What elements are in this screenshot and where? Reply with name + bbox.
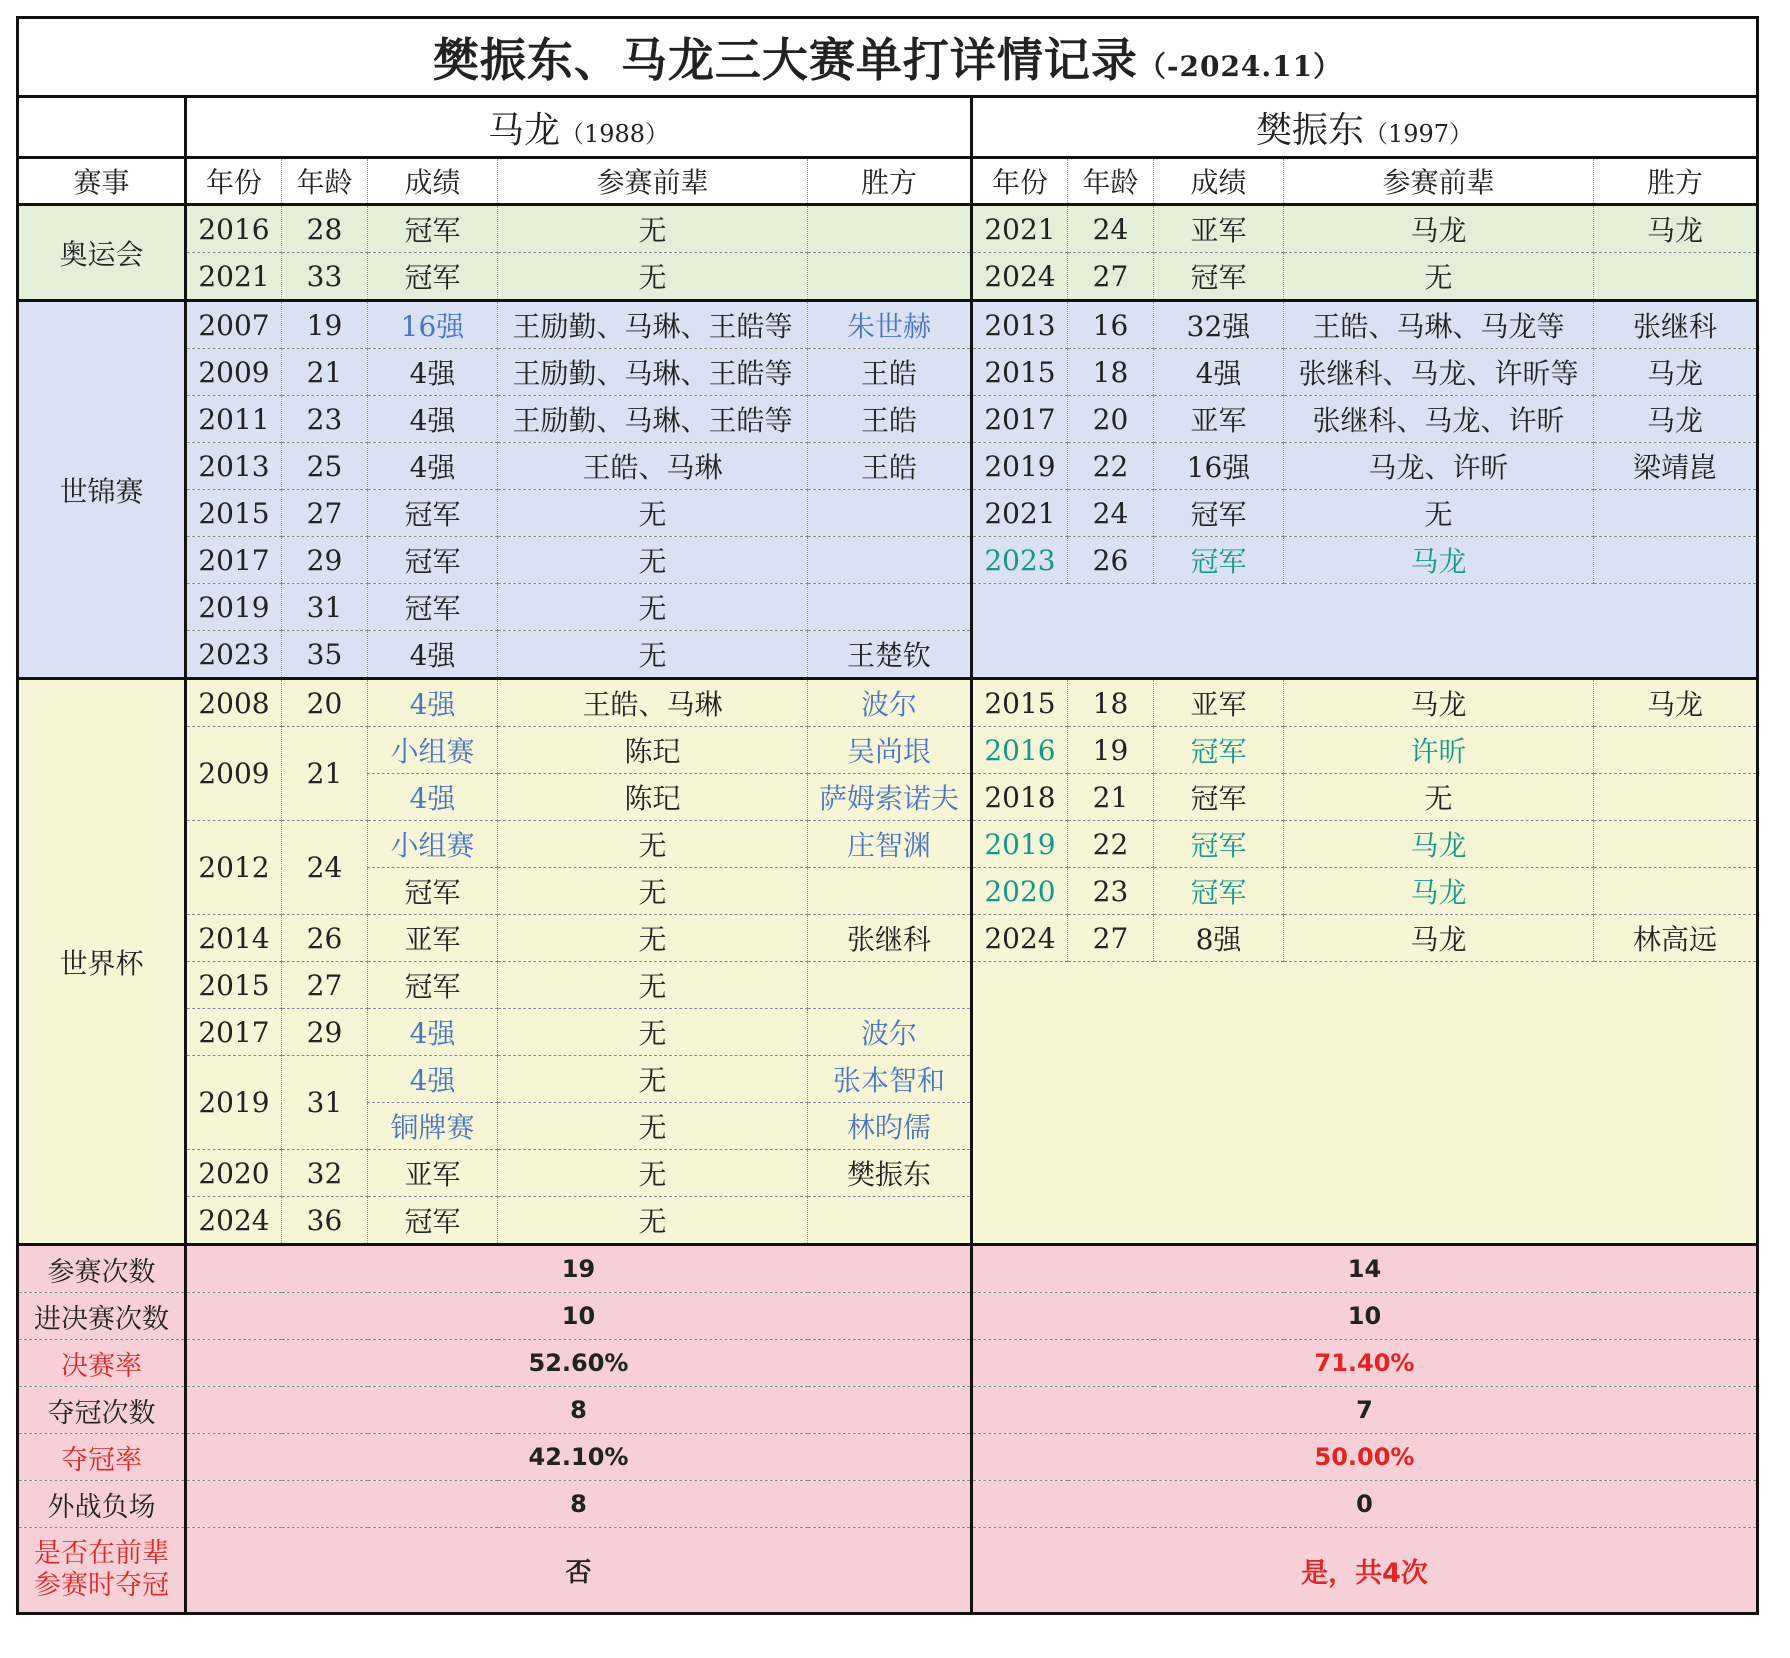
cell-age-fan: 22 <box>1068 443 1154 490</box>
corner-blank <box>18 97 186 158</box>
stat-value-fan: 0 <box>972 1481 1758 1528</box>
cell-seniors-ma: 无 <box>498 1056 808 1103</box>
stat-row <box>18 1245 1758 1293</box>
cell-age-fan: 18 <box>1068 349 1154 396</box>
cell-year-ma: 2008 <box>186 679 282 727</box>
cell-age-ma: 27 <box>282 962 368 1009</box>
stat-value-ma: 42.10% <box>186 1434 972 1481</box>
cell-winner-fan: 马龙 <box>1594 349 1758 396</box>
cell-age-ma: 29 <box>282 1009 368 1056</box>
cell-result-fan: 冠军 <box>1154 490 1284 537</box>
table-row <box>18 727 1758 774</box>
cell-winner-ma <box>808 962 972 1009</box>
cell-seniors-ma: 无 <box>498 868 808 915</box>
cell-seniors-fan: 马龙 <box>1284 915 1594 962</box>
cell-result-ma: 4强 <box>368 396 498 443</box>
empty-area-fan <box>972 584 1758 679</box>
cell-seniors-ma: 无 <box>498 1197 808 1245</box>
stat-row <box>18 1387 1758 1434</box>
cell-winner-ma <box>808 868 972 915</box>
stat-label: 参赛次数 <box>18 1245 186 1293</box>
cell-seniors-ma: 无 <box>498 1103 808 1150</box>
empty-area-fan <box>972 962 1758 1245</box>
player-year-fan: （1997） <box>1363 119 1474 148</box>
stat-row <box>18 1481 1758 1528</box>
table-row <box>18 915 1758 962</box>
cell-age-fan: 21 <box>1068 774 1154 821</box>
cell-result-fan: 冠军 <box>1154 537 1284 584</box>
cell-result-ma: 4强 <box>368 1009 498 1056</box>
cell-seniors-ma: 无 <box>498 1150 808 1197</box>
header-seniors-ma: 参赛前辈 <box>498 158 808 205</box>
cell-age-fan: 27 <box>1068 253 1154 301</box>
cell-winner-ma <box>808 205 972 253</box>
cell-seniors-fan: 马龙 <box>1284 868 1594 915</box>
cell-seniors-fan: 无 <box>1284 490 1594 537</box>
cell-age-fan: 24 <box>1068 205 1154 253</box>
cell-result-fan: 亚军 <box>1154 396 1284 443</box>
cell-year-ma: 2013 <box>186 443 282 490</box>
title-main: 樊振东、马龙三大赛单打详情记录 <box>432 33 1138 87</box>
table-row <box>18 490 1758 537</box>
header-result-fan: 成绩 <box>1154 158 1284 205</box>
table-row <box>18 821 1758 868</box>
cell-result-ma: 4强 <box>368 631 498 679</box>
cell-seniors-ma: 王励勤、马琳、王皓等 <box>498 396 808 443</box>
cell-result-fan: 32强 <box>1154 301 1284 349</box>
cell-age-ma: 28 <box>282 205 368 253</box>
cell-seniors-ma: 无 <box>498 1009 808 1056</box>
stat-label: 夺冠次数 <box>18 1387 186 1434</box>
cell-seniors-ma: 无 <box>498 821 808 868</box>
cell-result-fan: 冠军 <box>1154 821 1284 868</box>
stat-row <box>18 1340 1758 1387</box>
cell-age-ma: 21 <box>282 727 368 821</box>
cell-year-ma: 2014 <box>186 915 282 962</box>
event-label-olympics: 奥运会 <box>18 205 186 301</box>
table-row <box>18 301 1758 349</box>
cell-age-ma: 21 <box>282 349 368 396</box>
header-year-fan: 年份 <box>972 158 1068 205</box>
cell-result-fan: 16强 <box>1154 443 1284 490</box>
cell-result-ma: 冠军 <box>368 868 498 915</box>
cell-year-fan: 2016 <box>972 727 1068 774</box>
cell-seniors-ma: 陈玘 <box>498 774 808 821</box>
cell-age-ma: 35 <box>282 631 368 679</box>
cell-winner-fan: 张继科 <box>1594 301 1758 349</box>
cell-seniors-ma: 无 <box>498 631 808 679</box>
cell-seniors-ma: 王励勤、马琳、王皓等 <box>498 349 808 396</box>
player-name-ma: 马龙 <box>487 109 560 151</box>
cell-seniors-ma: 无 <box>498 253 808 301</box>
cell-year-ma: 2021 <box>186 253 282 301</box>
cell-result-ma: 冠军 <box>368 253 498 301</box>
cell-result-fan: 冠军 <box>1154 727 1284 774</box>
cell-winner-fan <box>1594 774 1758 821</box>
cell-age-ma: 23 <box>282 396 368 443</box>
cell-winner-ma <box>808 584 972 631</box>
cell-seniors-fan: 许昕 <box>1284 727 1594 774</box>
header-result-ma: 成绩 <box>368 158 498 205</box>
cell-seniors-fan: 张继科、马龙、许昕 <box>1284 396 1594 443</box>
table-row <box>18 962 1758 1009</box>
column-header-row <box>18 158 1758 205</box>
record-sheet <box>16 16 1759 1615</box>
cell-year-fan: 2019 <box>972 821 1068 868</box>
cell-year-fan: 2015 <box>972 679 1068 727</box>
page-title <box>18 18 1758 97</box>
cell-year-ma: 2009 <box>186 727 282 821</box>
cell-result-fan: 亚军 <box>1154 679 1284 727</box>
player-header-fan <box>972 97 1758 158</box>
cell-winner-fan <box>1594 868 1758 915</box>
cell-winner-ma <box>808 537 972 584</box>
cell-year-fan: 2023 <box>972 537 1068 584</box>
player-name-fan: 樊振东 <box>1255 109 1364 151</box>
table-row <box>18 349 1758 396</box>
header-age-ma: 年龄 <box>282 158 368 205</box>
event-label-worlds: 世锦赛 <box>18 301 186 679</box>
cell-winner-fan: 林高远 <box>1594 915 1758 962</box>
cell-age-ma: 26 <box>282 915 368 962</box>
cell-age-ma: 29 <box>282 537 368 584</box>
cell-result-ma: 铜牌赛 <box>368 1103 498 1150</box>
cell-year-ma: 2011 <box>186 396 282 443</box>
cell-year-fan: 2018 <box>972 774 1068 821</box>
cell-age-ma: 19 <box>282 301 368 349</box>
cell-year-fan: 2013 <box>972 301 1068 349</box>
cell-year-ma: 2019 <box>186 584 282 631</box>
cell-age-fan: 19 <box>1068 727 1154 774</box>
cell-result-fan: 冠军 <box>1154 253 1284 301</box>
stat-row <box>18 1528 1758 1614</box>
cell-result-ma: 4强 <box>368 679 498 727</box>
cell-winner-fan <box>1594 253 1758 301</box>
title-range: （-2024.11） <box>1137 50 1343 83</box>
header-winner-fan: 胜方 <box>1594 158 1758 205</box>
cell-year-ma: 2017 <box>186 537 282 584</box>
stat-value-ma: 52.60% <box>186 1340 972 1387</box>
cell-year-ma: 2017 <box>186 1009 282 1056</box>
cell-year-fan: 2021 <box>972 490 1068 537</box>
cell-year-ma: 2015 <box>186 962 282 1009</box>
cell-winner-ma: 张本智和 <box>808 1056 972 1103</box>
cell-seniors-fan: 无 <box>1284 774 1594 821</box>
cell-seniors-ma: 陈玘 <box>498 727 808 774</box>
cell-year-ma: 2020 <box>186 1150 282 1197</box>
event-label-worldcup: 世界杯 <box>18 679 186 1245</box>
cell-seniors-ma: 王皓、马琳 <box>498 443 808 490</box>
stat-label: 进决赛次数 <box>18 1293 186 1340</box>
cell-age-ma: 20 <box>282 679 368 727</box>
cell-result-ma: 4强 <box>368 774 498 821</box>
cell-seniors-ma: 无 <box>498 915 808 962</box>
cell-winner-fan <box>1594 537 1758 584</box>
stat-value-ma: 8 <box>186 1481 972 1528</box>
cell-winner-ma: 朱世赫 <box>808 301 972 349</box>
stat-label: 决赛率 <box>18 1340 186 1387</box>
header-seniors-fan: 参赛前辈 <box>1284 158 1594 205</box>
table-row <box>18 443 1758 490</box>
cell-year-ma: 2012 <box>186 821 282 915</box>
cell-winner-ma: 庄智渊 <box>808 821 972 868</box>
cell-result-ma: 冠军 <box>368 962 498 1009</box>
cell-year-ma: 2019 <box>186 1056 282 1150</box>
table-row <box>18 537 1758 584</box>
stat-value-fan: 10 <box>972 1293 1758 1340</box>
header-year-ma: 年份 <box>186 158 282 205</box>
cell-age-fan: 18 <box>1068 679 1154 727</box>
cell-result-fan: 亚军 <box>1154 205 1284 253</box>
cell-result-fan: 冠军 <box>1154 774 1284 821</box>
cell-seniors-ma: 无 <box>498 205 808 253</box>
cell-result-fan: 4强 <box>1154 349 1284 396</box>
cell-seniors-fan: 马龙 <box>1284 537 1594 584</box>
cell-winner-ma: 波尔 <box>808 1009 972 1056</box>
cell-age-ma: 32 <box>282 1150 368 1197</box>
cell-year-fan: 2017 <box>972 396 1068 443</box>
stat-label: 夺冠率 <box>18 1434 186 1481</box>
cell-winner-fan: 马龙 <box>1594 679 1758 727</box>
cell-age-fan: 26 <box>1068 537 1154 584</box>
cell-winner-ma <box>808 490 972 537</box>
cell-result-ma: 冠军 <box>368 1197 498 1245</box>
cell-result-ma: 4强 <box>368 443 498 490</box>
cell-result-fan: 8强 <box>1154 915 1284 962</box>
cell-year-ma: 2009 <box>186 349 282 396</box>
cell-result-ma: 冠军 <box>368 490 498 537</box>
cell-age-fan: 23 <box>1068 868 1154 915</box>
cell-result-fan: 冠军 <box>1154 868 1284 915</box>
cell-result-ma: 亚军 <box>368 915 498 962</box>
stat-value-ma: 8 <box>186 1387 972 1434</box>
cell-winner-fan: 马龙 <box>1594 396 1758 443</box>
stat-row <box>18 1293 1758 1340</box>
cell-seniors-ma: 王皓、马琳 <box>498 679 808 727</box>
cell-result-ma: 小组赛 <box>368 821 498 868</box>
cell-seniors-ma: 无 <box>498 584 808 631</box>
cell-year-ma: 2016 <box>186 205 282 253</box>
cell-winner-ma: 王皓 <box>808 349 972 396</box>
cell-year-fan: 2019 <box>972 443 1068 490</box>
cell-result-ma: 亚军 <box>368 1150 498 1197</box>
stat-value-fan: 14 <box>972 1245 1758 1293</box>
cell-result-ma: 冠军 <box>368 537 498 584</box>
cell-year-ma: 2023 <box>186 631 282 679</box>
cell-age-ma: 36 <box>282 1197 368 1245</box>
cell-result-ma: 4强 <box>368 349 498 396</box>
stat-label: 外战负场 <box>18 1481 186 1528</box>
cell-seniors-fan: 马龙 <box>1284 679 1594 727</box>
stat-value-ma: 10 <box>186 1293 972 1340</box>
stat-label: 是否在前辈 参赛时夺冠 <box>18 1528 186 1614</box>
cell-seniors-fan: 张继科、马龙、许昕等 <box>1284 349 1594 396</box>
cell-age-ma: 33 <box>282 253 368 301</box>
stat-value-ma: 否 <box>186 1528 972 1614</box>
cell-winner-fan <box>1594 727 1758 774</box>
cell-winner-ma: 吴尚垠 <box>808 727 972 774</box>
cell-year-ma: 2024 <box>186 1197 282 1245</box>
cell-age-ma: 31 <box>282 584 368 631</box>
stat-value-fan: 7 <box>972 1387 1758 1434</box>
cell-seniors-fan: 马龙、许昕 <box>1284 443 1594 490</box>
cell-winner-ma: 萨姆索诺夫 <box>808 774 972 821</box>
table-row <box>18 584 1758 631</box>
cell-seniors-ma: 王励勤、马琳、王皓等 <box>498 301 808 349</box>
header-event: 赛事 <box>18 158 186 205</box>
cell-age-fan: 22 <box>1068 821 1154 868</box>
cell-result-ma: 冠军 <box>368 205 498 253</box>
cell-age-ma: 27 <box>282 490 368 537</box>
cell-winner-ma: 樊振东 <box>808 1150 972 1197</box>
cell-year-ma: 2015 <box>186 490 282 537</box>
cell-age-ma: 31 <box>282 1056 368 1150</box>
cell-winner-ma: 王楚钦 <box>808 631 972 679</box>
cell-age-ma: 25 <box>282 443 368 490</box>
cell-seniors-fan: 无 <box>1284 253 1594 301</box>
cell-year-fan: 2021 <box>972 205 1068 253</box>
cell-winner-ma <box>808 253 972 301</box>
cell-seniors-ma: 无 <box>498 490 808 537</box>
cell-seniors-fan: 马龙 <box>1284 205 1594 253</box>
table-row <box>18 253 1758 301</box>
cell-age-ma: 24 <box>282 821 368 915</box>
stat-value-fan: 是，共4次 <box>972 1528 1758 1614</box>
stat-row <box>18 1434 1758 1481</box>
player-header-ma <box>186 97 972 158</box>
cell-age-fan: 24 <box>1068 490 1154 537</box>
cell-result-ma: 小组赛 <box>368 727 498 774</box>
cell-seniors-ma: 无 <box>498 962 808 1009</box>
table-row <box>18 205 1758 253</box>
cell-seniors-fan: 马龙 <box>1284 821 1594 868</box>
cell-winner-fan: 梁靖崑 <box>1594 443 1758 490</box>
cell-year-fan: 2020 <box>972 868 1068 915</box>
cell-winner-fan <box>1594 821 1758 868</box>
cell-age-fan: 27 <box>1068 915 1154 962</box>
header-winner-ma: 胜方 <box>808 158 972 205</box>
player-year-ma: （1988） <box>559 119 670 148</box>
cell-winner-ma: 王皓 <box>808 396 972 443</box>
table-row <box>18 396 1758 443</box>
cell-result-ma: 4强 <box>368 1056 498 1103</box>
cell-winner-fan: 马龙 <box>1594 205 1758 253</box>
cell-seniors-ma: 无 <box>498 537 808 584</box>
cell-winner-ma: 张继科 <box>808 915 972 962</box>
header-age-fan: 年龄 <box>1068 158 1154 205</box>
cell-result-ma: 冠军 <box>368 584 498 631</box>
cell-age-fan: 20 <box>1068 396 1154 443</box>
cell-age-fan: 16 <box>1068 301 1154 349</box>
cell-winner-ma: 王皓 <box>808 443 972 490</box>
cell-winner-ma <box>808 1197 972 1245</box>
cell-winner-ma: 波尔 <box>808 679 972 727</box>
record-table <box>16 16 1759 1615</box>
cell-year-ma: 2007 <box>186 301 282 349</box>
cell-result-ma: 16强 <box>368 301 498 349</box>
cell-year-fan: 2024 <box>972 915 1068 962</box>
cell-winner-ma: 林昀儒 <box>808 1103 972 1150</box>
cell-seniors-fan: 王皓、马琳、马龙等 <box>1284 301 1594 349</box>
table-row <box>18 679 1758 727</box>
cell-year-fan: 2024 <box>972 253 1068 301</box>
stat-value-ma: 19 <box>186 1245 972 1293</box>
cell-winner-fan <box>1594 490 1758 537</box>
cell-year-fan: 2015 <box>972 349 1068 396</box>
stat-value-fan: 71.40% <box>972 1340 1758 1387</box>
stat-value-fan: 50.00% <box>972 1434 1758 1481</box>
